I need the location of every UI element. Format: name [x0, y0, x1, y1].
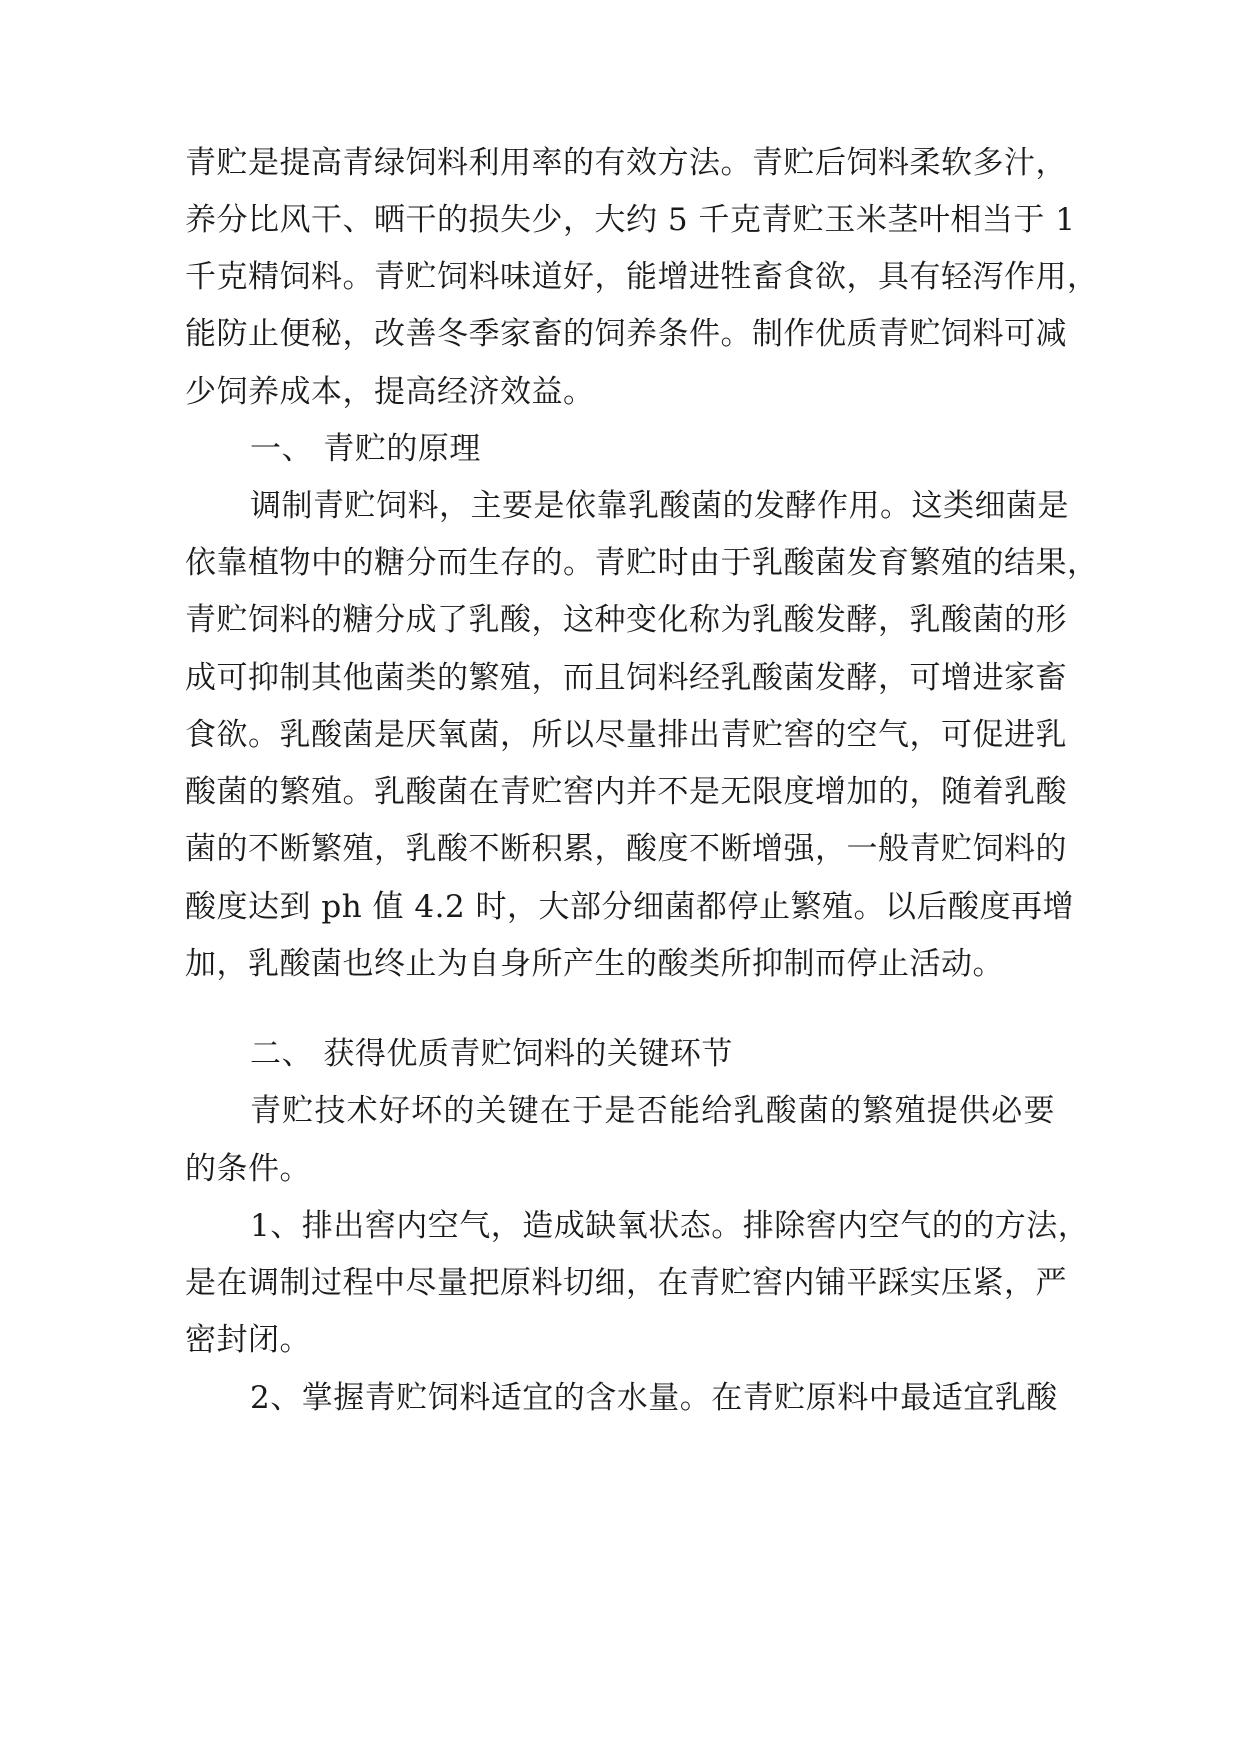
item1-line: 1、排出窖内空气，造成缺氧状态。排除窖内空气的的方法， [250, 1208, 1090, 1244]
section1-line: 依靠植物中的糖分而生存的。青贮时由于乳酸菌发育繁殖的结果， [185, 545, 1099, 581]
section1-line: 青贮饲料的糖分成了乳酸，这种变化称为乳酸发酵，乳酸菌的形 [185, 602, 1067, 638]
intro-line: 能防止便秘，改善冬季家畜的饲养条件。制作优质青贮饲料可减 [185, 316, 1067, 352]
section1-line: 加，乳酸菌也终止为自身所产生的酸类所抑制而停止活动。 [185, 946, 1004, 982]
section1-line: 调制青贮饲料，主要是依靠乳酸菌的发酵作用。这类细菌是 [250, 488, 1069, 524]
intro-line: 千克精饲料。青贮饲料味道好，能增进牲畜食欲，具有轻泻作用， [185, 259, 1099, 295]
item1-line: 密封闭。 [185, 1322, 311, 1358]
intro-line: 青贮是提高青绿饲料利用率的有效方法。青贮后饲料柔软多汁， [185, 145, 1067, 181]
section1-line: 成可抑制其他菌类的繁殖，而且饲料经乳酸菌发酵，可增进家畜 [185, 660, 1067, 696]
intro-line: 养分比风干、晒干的损失少，大约 5 千克青贮玉米茎叶相当于 1 [185, 202, 1076, 238]
section1-line: 食欲。乳酸菌是厌氧菌，所以尽量排出青贮窖的空气，可促进乳 [185, 717, 1067, 753]
section1-line: 酸度达到 ph 值 4.2 时，大部分细菌都停止繁殖。以后酸度再增 [185, 889, 1075, 925]
intro-line: 少饲养成本，提高经济效益。 [185, 374, 595, 410]
section2-line: 的条件。 [185, 1151, 311, 1187]
section1-line: 菌的不断繁殖，乳酸不断积累，酸度不断增强，一般青贮饲料的 [185, 831, 1067, 867]
section-heading-2: 二、 获得优质青贮饲料的关键环节 [250, 1036, 733, 1072]
section1-line: 酸菌的繁殖。乳酸菌在青贮窖内并不是无限度增加的，随着乳酸 [185, 774, 1067, 810]
section-heading-1: 一、 青贮的原理 [250, 431, 481, 467]
item2-line: 2、掌握青贮饲料适宜的含水量。在青贮原料中最适宜乳酸 [250, 1380, 1058, 1416]
item1-line: 是在调制过程中尽量把原料切细，在青贮窖内铺平踩实压紧，严 [185, 1265, 1067, 1301]
section2-line: 青贮技术好坏的关键在于是否能给乳酸菌的繁殖提供必要 [250, 1093, 1055, 1129]
